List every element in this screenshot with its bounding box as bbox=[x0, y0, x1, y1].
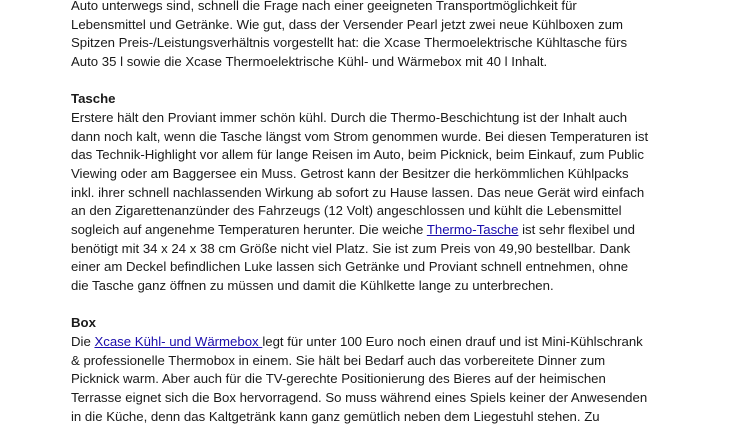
section-heading-tasche: Tasche bbox=[71, 91, 116, 107]
text-line: Picknick warm. Aber auch für die TV-gerechte Positionierung des Bieres auf der heimischen bbox=[71, 371, 606, 387]
text-line: benötigt mit 34 x 24 x 38 cm Größe nicht viel Platz. Sie ist zum Preis von 49,90 bestellbar. Dank bbox=[71, 240, 631, 256]
text-line-with-link bbox=[71, 333, 691, 352]
text-line: & professionelle Thermobox in einem. Sie hält bei Bedarf auch das vorbereitete Dinner zum bbox=[71, 352, 606, 368]
section-heading-box: Box bbox=[71, 315, 96, 331]
text-line: Auto unterwegs sind, schnell die Frage nach einer geeigneten Transportmöglichkeit für bbox=[71, 0, 577, 13]
box-section bbox=[71, 314, 691, 426]
text-segment: ist sehr flexibel und bbox=[518, 222, 635, 238]
text-segment: Die bbox=[71, 334, 95, 349]
text-line: an den Zigarettenanzünder des Fahrzeugs (12 Volt) angeschlossen und kühlt die Lebensmittel bbox=[71, 203, 622, 219]
text-line: Lebensmittel und Getränke. Wie gut, dass der Versender Pearl jetzt zwei neue Kühlboxen zum bbox=[71, 16, 623, 32]
intro-paragraph bbox=[71, 0, 691, 72]
text-line: einer am Deckel befindlichen Luke lassen sich Getränke und Proviant schnell entnehmen, ohne bbox=[71, 259, 629, 275]
text-line: Erstere hält den Proviant immer schön kühl. Durch die Thermo-Beschichtung ist der Inhalt auch bbox=[71, 109, 628, 125]
paragraph-spacer bbox=[71, 296, 691, 315]
text-line: das Technik-Highlight vor allem für lange Reisen im Auto, beim Picknick, beim Einkauf, zum Public bbox=[71, 147, 644, 163]
thermo-tasche-link[interactable]: Thermo-Tasche bbox=[426, 222, 519, 238]
text-line: Spitzen Preis-/Leistungsverhältnis vorgestellt hat: die Xcase Thermoelektrische Kühltasche fürs bbox=[71, 35, 628, 51]
paragraph-spacer bbox=[71, 72, 691, 91]
text-line: Terrasse eignet sich die Box hervorragend. So muss während eines Spiels keiner der Anwesenden bbox=[71, 390, 648, 406]
text-line: dann noch kalt, wenn die Tasche längst vom Strom genommen wurde. Bei diesen Temperaturen ist bbox=[71, 128, 649, 144]
text-line: Viewing oder am Baggersee ein Muss. Getrost kann der Besitzer die herkömmlichen Kühlpacks bbox=[71, 166, 629, 181]
text-segment: sogleich auf angenehme Temperaturen herunter. Die weiche bbox=[71, 222, 427, 238]
text-line: Auto 35 l sowie die Xcase Thermoelektrische Kühl- und Wärmebox mit 40 l Inhalt. bbox=[71, 54, 548, 70]
text-line: die Tasche ganz öffnen zu müssen und damit die Kühlkette lange zu unterbrechen. bbox=[71, 278, 554, 294]
xcase-box-link[interactable]: Xcase Kühl- und Wärmebox bbox=[94, 334, 263, 349]
text-segment: legt für unter 100 Euro noch einen drauf und ist Mini-Kühlschrank bbox=[262, 334, 643, 349]
text-line-with-link bbox=[71, 221, 691, 240]
text-line: in die Küche, denn das Kaltgetränk kann ganz gemütlich neben dem Liegestuhl stehen. Zu bbox=[71, 408, 600, 424]
article-body bbox=[71, 0, 691, 426]
tasche-section bbox=[71, 90, 691, 296]
text-line: inkl. ihrer schnell nachlassenden Wirkung ab sofort zu Hause lassen. Das neue Gerät wird einfach bbox=[71, 184, 645, 200]
